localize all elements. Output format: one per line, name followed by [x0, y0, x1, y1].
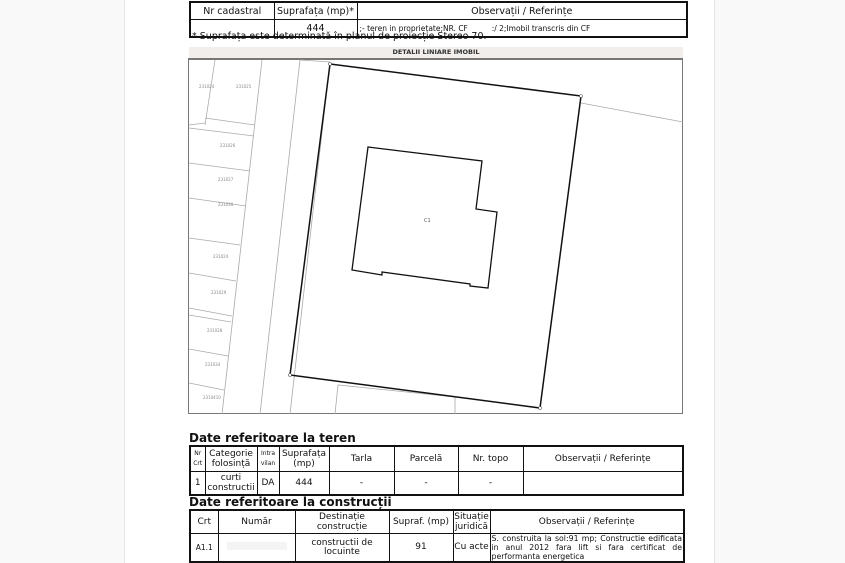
svg-text:231027: 231027 — [218, 177, 234, 182]
cell-numar — [218, 534, 295, 563]
teren-table — [189, 445, 684, 496]
header-nr-cadastral: Nr cadastral — [190, 2, 274, 20]
header-categorie: Categorie folosință — [205, 446, 257, 472]
constructii-table — [189, 509, 685, 563]
header-observatii: Observații / Referințe — [523, 446, 683, 472]
svg-text:231024: 231024 — [199, 84, 215, 89]
map-drawing — [188, 58, 683, 414]
table-row: A1.1 constructii de locuinte 91 Cu acte S. construita la sol:91 mp; Constructie edificata in anul 2012 fara lift si fara certificat de performanta energetica — [190, 534, 684, 563]
cadastral-map — [188, 58, 683, 414]
header-parcela: Parcelă — [394, 446, 458, 472]
header-tarla: Tarla — [329, 446, 394, 472]
svg-text:231028: 231028 — [207, 328, 223, 333]
header-nr-crt: Nr Crt — [190, 446, 205, 472]
header-observatii: Observații / Referințe — [357, 2, 687, 20]
svg-text:231030: 231030 — [218, 202, 234, 207]
svg-text:231026: 231026 — [220, 143, 236, 148]
svg-text:231025: 231025 — [236, 84, 252, 89]
header-numar: Număr — [218, 510, 295, 534]
redacted-number — [227, 542, 287, 550]
constructii-section-title: Date referitoare la construcții — [189, 495, 392, 509]
header-destinatie: Destinație construcție — [295, 510, 389, 534]
svg-text:231029: 231029 — [211, 290, 227, 295]
header-crt: Crt — [190, 510, 218, 534]
table-row: 1 curti constructii DA 444 - - - — [190, 472, 683, 496]
svg-text:231034: 231034 — [205, 362, 221, 367]
header-nr-topo: Nr. topo — [458, 446, 523, 472]
header-intravilan: Intra vilan — [257, 446, 279, 472]
cell-suprafata: 444 — [274, 20, 357, 38]
map-title: DETALII LINIARE IMOBIL — [189, 47, 683, 58]
cell-observatii: ;- teren in proprietate;NR. CF :/ 2;Imobil transcris din CF — [357, 20, 687, 38]
header-suprafata: Supraf. (mp) — [389, 510, 453, 534]
header-suprafata: Suprafața (mp)* — [274, 2, 357, 20]
parcel-boundary — [290, 64, 581, 408]
teren-section-title: Date referitoare la teren — [189, 431, 356, 445]
svg-text:231024: 231024 — [213, 254, 229, 259]
footnote: * Suprafața este determinată în planul de proiecție Stereo 70. — [192, 31, 487, 42]
header-observatii: Observații / Referințe — [490, 510, 684, 534]
header-suprafata: Suprafața (mp) — [279, 446, 329, 472]
building-label: C1 — [424, 218, 431, 224]
header-situatie: Situație juridică — [454, 512, 489, 532]
svg-text:2310410: 2310410 — [203, 395, 221, 400]
